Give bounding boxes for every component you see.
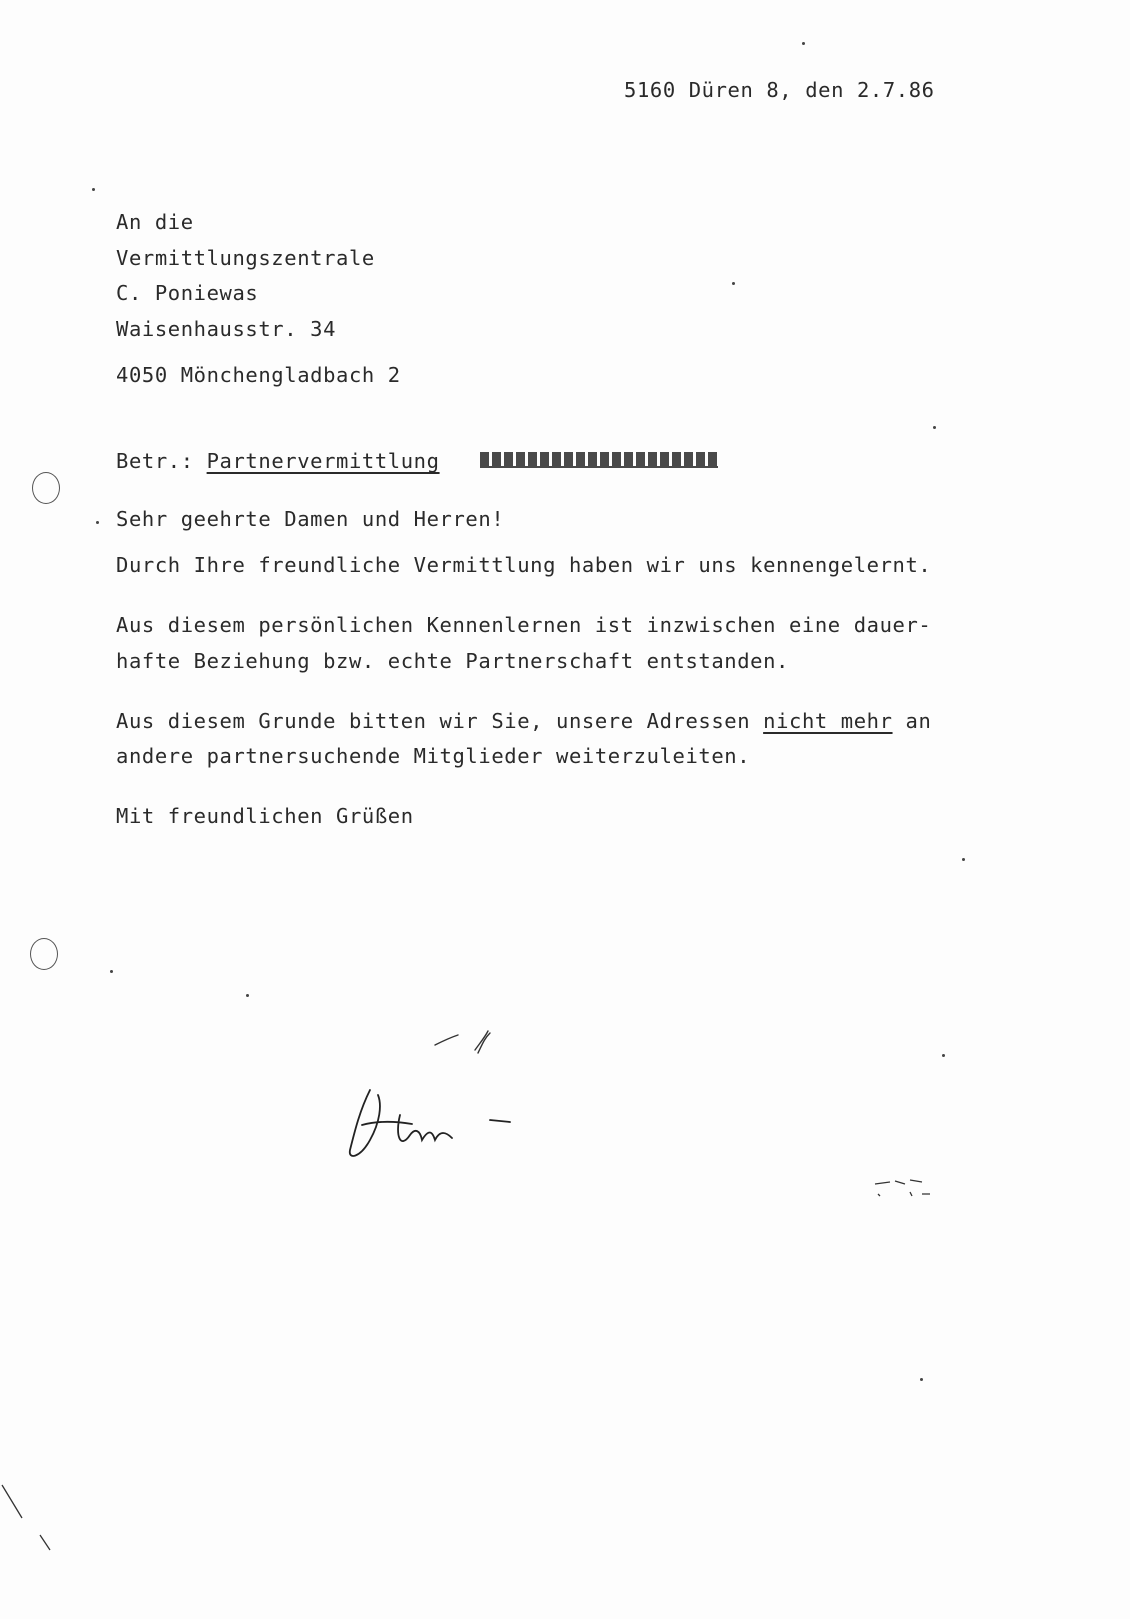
recipient-line-1: An die — [116, 210, 194, 234]
ink-marks — [870, 1172, 950, 1202]
recipient-line-4: Waisenhausstr. 34 — [116, 317, 337, 341]
signature — [340, 1080, 540, 1170]
paragraph-3-line-1 — [116, 711, 931, 732]
paragraph-3-line-2: andere partnersuchende Mitglieder weiterzuleiten. — [116, 744, 751, 768]
paragraph-3-part-a: Aus diesem Grunde bitten wir Sie, unsere Adressen — [116, 709, 751, 733]
speck — [920, 1378, 923, 1381]
salutation: Sehr geehrte Damen und Herren! — [116, 507, 505, 531]
signature-marks — [430, 1025, 510, 1065]
punch-hole-bottom — [30, 938, 58, 970]
subject-text: Partnervermittlung — [206, 449, 440, 473]
paragraph-3-emphasis: nicht mehr — [763, 709, 893, 733]
recipient-line-2: Vermittlungszentrale — [116, 246, 375, 270]
speck — [110, 970, 113, 973]
speck — [802, 42, 805, 45]
speck — [942, 1054, 945, 1057]
speck — [96, 521, 99, 524]
paragraph-1: Durch Ihre freundliche Vermittlung haben wir uns kennengelernt. — [116, 553, 932, 577]
speck — [92, 188, 95, 191]
speck — [732, 282, 735, 285]
speck — [246, 994, 249, 997]
paragraph-2-line-1: Aus diesem persönlichen Kennenlernen ist inzwischen eine dauer- — [116, 613, 932, 637]
speck — [962, 858, 965, 861]
paragraph-2-line-2: hafte Beziehung bzw. echte Partnerschaft entstanden. — [116, 649, 789, 673]
recipient-line-3: C. Poniewas — [116, 281, 259, 305]
redacted-text — [480, 452, 718, 468]
punch-hole-top — [32, 472, 60, 504]
closing: Mit freundlichen Grüßen — [116, 804, 414, 828]
subject-prefix: Betr.: — [116, 449, 194, 473]
subject-line — [116, 451, 440, 472]
edge-marks — [0, 1480, 60, 1570]
speck — [933, 426, 936, 429]
recipient-line-5: 4050 Mönchengladbach 2 — [116, 363, 401, 387]
date-line: 5160 Düren 8, den 2.7.86 — [624, 78, 935, 102]
paragraph-3-part-c: an — [905, 709, 932, 733]
